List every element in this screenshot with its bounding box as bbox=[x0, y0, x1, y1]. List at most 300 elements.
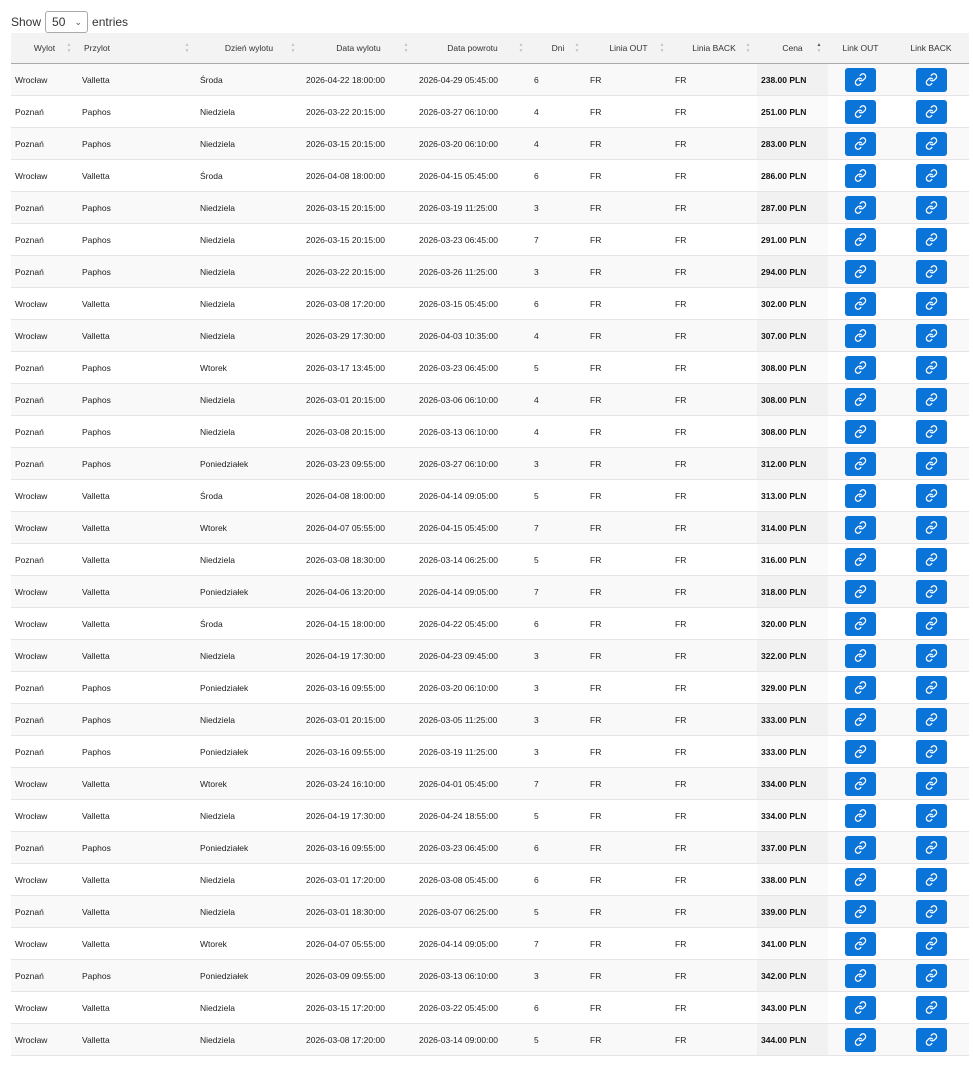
cell-dni: 7 bbox=[530, 512, 586, 544]
cell-wylot: Poznań bbox=[11, 416, 78, 448]
cell-dzien-wylotu: Poniedziałek bbox=[196, 832, 302, 864]
link-back-button[interactable] bbox=[916, 260, 947, 284]
cell-linia-back: FR bbox=[671, 864, 757, 896]
cell-dni: 3 bbox=[530, 256, 586, 288]
cell-przylot: Paphos bbox=[78, 448, 196, 480]
table-row bbox=[11, 928, 969, 960]
link-out-button[interactable] bbox=[845, 324, 876, 348]
cell-data-powrotu: 2026-04-15 05:45:00 bbox=[415, 512, 530, 544]
cell-data-powrotu: 2026-03-13 06:10:00 bbox=[415, 960, 530, 992]
cell-data-wylotu: 2026-03-23 09:55:00 bbox=[302, 448, 415, 480]
cell-przylot: Valletta bbox=[78, 640, 196, 672]
link-icon bbox=[925, 329, 938, 342]
cell-cena: 308.00 PLN bbox=[757, 384, 828, 416]
table-row bbox=[11, 608, 969, 640]
cell-linia-back: FR bbox=[671, 960, 757, 992]
link-back-button[interactable] bbox=[916, 548, 947, 572]
link-back-button[interactable] bbox=[916, 708, 947, 732]
link-out-button[interactable] bbox=[845, 676, 876, 700]
table-row bbox=[11, 512, 969, 544]
cell-data-powrotu: 2026-03-27 06:10:00 bbox=[415, 96, 530, 128]
cell-dzien-wylotu: Poniedziałek bbox=[196, 960, 302, 992]
link-out-button[interactable] bbox=[845, 612, 876, 636]
link-out-button[interactable] bbox=[845, 900, 876, 924]
link-back-cell bbox=[893, 480, 969, 512]
cell-data-wylotu: 2026-04-15 18:00:00 bbox=[302, 608, 415, 640]
link-back-cell bbox=[893, 192, 969, 224]
link-back-button[interactable] bbox=[916, 868, 947, 892]
link-back-button[interactable] bbox=[916, 228, 947, 252]
chevron-down-icon: ⌄ bbox=[74, 16, 83, 27]
cell-wylot: Wrocław bbox=[11, 800, 78, 832]
cell-linia-out: FR bbox=[586, 800, 671, 832]
cell-data-wylotu: 2026-03-08 17:20:00 bbox=[302, 1024, 415, 1056]
cell-linia-out: FR bbox=[586, 64, 671, 96]
cell-cena: 308.00 PLN bbox=[757, 416, 828, 448]
cell-linia-back: FR bbox=[671, 544, 757, 576]
cell-data-wylotu: 2026-03-22 20:15:00 bbox=[302, 256, 415, 288]
link-out-cell bbox=[828, 896, 893, 928]
link-icon bbox=[925, 105, 938, 118]
cell-data-powrotu: 2026-03-14 09:00:00 bbox=[415, 1024, 530, 1056]
cell-dni: 6 bbox=[530, 832, 586, 864]
link-back-button[interactable] bbox=[916, 612, 947, 636]
cell-data-wylotu: 2026-03-15 20:15:00 bbox=[302, 128, 415, 160]
link-out-button[interactable] bbox=[845, 772, 876, 796]
link-back-button[interactable] bbox=[916, 388, 947, 412]
column-header-dni[interactable]: Dni ▲ ▼ bbox=[530, 33, 586, 64]
cell-linia-back: FR bbox=[671, 736, 757, 768]
link-icon bbox=[854, 105, 867, 118]
link-icon bbox=[925, 649, 938, 662]
cell-linia-out: FR bbox=[586, 1024, 671, 1056]
link-icon bbox=[925, 489, 938, 502]
link-back-button[interactable] bbox=[916, 100, 947, 124]
table-row bbox=[11, 544, 969, 576]
entries-select[interactable] bbox=[45, 11, 88, 33]
cell-wylot: Poznań bbox=[11, 704, 78, 736]
link-out-button[interactable] bbox=[845, 868, 876, 892]
cell-wylot: Poznań bbox=[11, 96, 78, 128]
cell-linia-back: FR bbox=[671, 672, 757, 704]
cell-linia-out: FR bbox=[586, 416, 671, 448]
table-row bbox=[11, 256, 969, 288]
link-out-button[interactable] bbox=[845, 1028, 876, 1052]
link-back-button[interactable] bbox=[916, 964, 947, 988]
link-back-button[interactable] bbox=[916, 356, 947, 380]
cell-linia-out: FR bbox=[586, 832, 671, 864]
cell-dni: 5 bbox=[530, 544, 586, 576]
cell-cena: 308.00 PLN bbox=[757, 352, 828, 384]
link-back-button[interactable] bbox=[916, 676, 947, 700]
cell-linia-out: FR bbox=[586, 448, 671, 480]
cell-data-wylotu: 2026-04-07 05:55:00 bbox=[302, 512, 415, 544]
link-out-cell bbox=[828, 416, 893, 448]
link-back-cell bbox=[893, 416, 969, 448]
cell-przylot: Valletta bbox=[78, 576, 196, 608]
cell-przylot: Valletta bbox=[78, 288, 196, 320]
cell-cena: 287.00 PLN bbox=[757, 192, 828, 224]
table-body bbox=[11, 64, 969, 1056]
cell-dni: 7 bbox=[530, 224, 586, 256]
table-row bbox=[11, 96, 969, 128]
sort-arrows-icon: ▲ ▼ bbox=[745, 42, 751, 54]
cell-data-powrotu: 2026-03-15 05:45:00 bbox=[415, 288, 530, 320]
link-back-button[interactable] bbox=[916, 196, 947, 220]
cell-cena: 343.00 PLN bbox=[757, 992, 828, 1024]
table-row bbox=[11, 224, 969, 256]
cell-cena: 316.00 PLN bbox=[757, 544, 828, 576]
cell-linia-back: FR bbox=[671, 768, 757, 800]
cell-linia-out: FR bbox=[586, 288, 671, 320]
cell-dzien-wylotu: Niedziela bbox=[196, 416, 302, 448]
link-out-cell bbox=[828, 224, 893, 256]
table-row bbox=[11, 480, 969, 512]
column-header-przylot[interactable]: Przylot ▲ ▼ bbox=[78, 33, 196, 64]
link-icon bbox=[854, 649, 867, 662]
link-back-cell bbox=[893, 704, 969, 736]
link-back-button[interactable] bbox=[916, 420, 947, 444]
link-out-button[interactable] bbox=[845, 420, 876, 444]
cell-wylot: Poznań bbox=[11, 896, 78, 928]
link-back-button[interactable] bbox=[916, 644, 947, 668]
cell-data-powrotu: 2026-04-15 05:45:00 bbox=[415, 160, 530, 192]
cell-data-powrotu: 2026-04-22 05:45:00 bbox=[415, 608, 530, 640]
cell-data-wylotu: 2026-04-08 18:00:00 bbox=[302, 160, 415, 192]
cell-cena: 314.00 PLN bbox=[757, 512, 828, 544]
link-back-button[interactable] bbox=[916, 804, 947, 828]
cell-dni: 5 bbox=[530, 800, 586, 832]
link-back-button[interactable] bbox=[916, 324, 947, 348]
link-out-button[interactable] bbox=[845, 164, 876, 188]
cell-przylot: Valletta bbox=[78, 64, 196, 96]
table-row bbox=[11, 384, 969, 416]
sort-arrows-icon: ▲ ▼ bbox=[184, 42, 190, 54]
cell-dzien-wylotu: Wtorek bbox=[196, 768, 302, 800]
table-row bbox=[11, 800, 969, 832]
cell-linia-back: FR bbox=[671, 992, 757, 1024]
sort-ascending-icon: ▲ ▼ bbox=[816, 42, 822, 54]
link-back-button[interactable] bbox=[916, 580, 947, 604]
link-out-cell bbox=[828, 448, 893, 480]
link-icon bbox=[925, 393, 938, 406]
cell-linia-back: FR bbox=[671, 416, 757, 448]
link-back-cell bbox=[893, 128, 969, 160]
link-out-cell bbox=[828, 608, 893, 640]
cell-linia-out: FR bbox=[586, 864, 671, 896]
link-icon bbox=[925, 969, 938, 982]
length-menu bbox=[11, 11, 128, 33]
cell-dzien-wylotu: Środa bbox=[196, 608, 302, 640]
link-icon bbox=[854, 297, 867, 310]
cell-cena: 302.00 PLN bbox=[757, 288, 828, 320]
table-row bbox=[11, 736, 969, 768]
link-out-button[interactable] bbox=[845, 740, 876, 764]
cell-dni: 7 bbox=[530, 768, 586, 800]
link-back-cell bbox=[893, 832, 969, 864]
link-out-button[interactable] bbox=[845, 228, 876, 252]
cell-linia-back: FR bbox=[671, 800, 757, 832]
entries-select-value: 50 bbox=[52, 15, 66, 29]
link-out-button[interactable] bbox=[845, 196, 876, 220]
cell-data-powrotu: 2026-03-19 11:25:00 bbox=[415, 192, 530, 224]
link-out-cell bbox=[828, 1024, 893, 1056]
link-out-button[interactable] bbox=[845, 580, 876, 604]
link-back-cell bbox=[893, 768, 969, 800]
cell-data-powrotu: 2026-03-05 11:25:00 bbox=[415, 704, 530, 736]
cell-dni: 3 bbox=[530, 736, 586, 768]
cell-linia-back: FR bbox=[671, 448, 757, 480]
link-out-button[interactable] bbox=[845, 292, 876, 316]
cell-data-powrotu: 2026-03-08 05:45:00 bbox=[415, 864, 530, 896]
cell-linia-back: FR bbox=[671, 384, 757, 416]
cell-przylot: Valletta bbox=[78, 992, 196, 1024]
cell-data-wylotu: 2026-04-19 17:30:00 bbox=[302, 640, 415, 672]
cell-przylot: Valletta bbox=[78, 800, 196, 832]
cell-wylot: Wrocław bbox=[11, 928, 78, 960]
link-out-button[interactable] bbox=[845, 644, 876, 668]
cell-data-wylotu: 2026-03-16 09:55:00 bbox=[302, 672, 415, 704]
cell-data-wylotu: 2026-03-22 20:15:00 bbox=[302, 96, 415, 128]
link-back-cell bbox=[893, 576, 969, 608]
link-back-cell bbox=[893, 64, 969, 96]
cell-data-powrotu: 2026-04-03 10:35:00 bbox=[415, 320, 530, 352]
table-row bbox=[11, 1024, 969, 1056]
link-out-button[interactable] bbox=[845, 516, 876, 540]
cell-dni: 3 bbox=[530, 192, 586, 224]
link-back-button[interactable] bbox=[916, 132, 947, 156]
cell-przylot: Valletta bbox=[78, 608, 196, 640]
link-icon bbox=[854, 489, 867, 502]
cell-linia-back: FR bbox=[671, 704, 757, 736]
link-icon bbox=[854, 73, 867, 86]
link-back-cell bbox=[893, 640, 969, 672]
cell-cena: 344.00 PLN bbox=[757, 1024, 828, 1056]
column-header-wylot[interactable]: Wylot ▲ ▼ bbox=[11, 33, 78, 64]
cell-data-wylotu: 2026-03-08 20:15:00 bbox=[302, 416, 415, 448]
link-out-button[interactable] bbox=[845, 964, 876, 988]
cell-data-wylotu: 2026-03-17 13:45:00 bbox=[302, 352, 415, 384]
link-out-button[interactable] bbox=[845, 996, 876, 1020]
column-header-data-wylotu[interactable]: Data wylotu ▲ ▼ bbox=[302, 33, 415, 64]
link-back-button[interactable] bbox=[916, 932, 947, 956]
link-out-cell bbox=[828, 160, 893, 192]
link-out-button[interactable] bbox=[845, 804, 876, 828]
link-back-cell bbox=[893, 352, 969, 384]
link-out-button[interactable] bbox=[845, 484, 876, 508]
link-back-button[interactable] bbox=[916, 68, 947, 92]
cell-wylot: Poznań bbox=[11, 384, 78, 416]
cell-dzien-wylotu: Niedziela bbox=[196, 192, 302, 224]
link-back-button[interactable] bbox=[916, 740, 947, 764]
cell-linia-out: FR bbox=[586, 672, 671, 704]
link-icon bbox=[925, 233, 938, 246]
cell-przylot: Paphos bbox=[78, 256, 196, 288]
cell-przylot: Valletta bbox=[78, 928, 196, 960]
link-back-cell bbox=[893, 96, 969, 128]
cell-linia-back: FR bbox=[671, 192, 757, 224]
link-out-button[interactable] bbox=[845, 356, 876, 380]
cell-dzien-wylotu: Niedziela bbox=[196, 288, 302, 320]
link-out-cell bbox=[828, 384, 893, 416]
cell-dzien-wylotu: Niedziela bbox=[196, 992, 302, 1024]
link-back-button[interactable] bbox=[916, 900, 947, 924]
cell-data-wylotu: 2026-03-29 17:30:00 bbox=[302, 320, 415, 352]
cell-wylot: Poznań bbox=[11, 224, 78, 256]
cell-dzien-wylotu: Niedziela bbox=[196, 128, 302, 160]
link-icon bbox=[854, 809, 867, 822]
cell-cena: 341.00 PLN bbox=[757, 928, 828, 960]
link-back-cell bbox=[893, 448, 969, 480]
cell-linia-back: FR bbox=[671, 608, 757, 640]
cell-data-wylotu: 2026-03-16 09:55:00 bbox=[302, 736, 415, 768]
link-back-button[interactable] bbox=[916, 772, 947, 796]
link-icon bbox=[925, 713, 938, 726]
cell-wylot: Poznań bbox=[11, 352, 78, 384]
link-out-cell bbox=[828, 992, 893, 1024]
cell-wylot: Wrocław bbox=[11, 640, 78, 672]
cell-linia-out: FR bbox=[586, 192, 671, 224]
cell-wylot: Wrocław bbox=[11, 512, 78, 544]
link-icon bbox=[925, 265, 938, 278]
cell-dni: 5 bbox=[530, 1024, 586, 1056]
cell-data-wylotu: 2026-03-01 20:15:00 bbox=[302, 384, 415, 416]
sort-arrows-icon: ▲ ▼ bbox=[290, 42, 296, 54]
cell-data-powrotu: 2026-03-23 06:45:00 bbox=[415, 224, 530, 256]
cell-linia-back: FR bbox=[671, 64, 757, 96]
link-icon bbox=[925, 521, 938, 534]
cell-dzien-wylotu: Poniedziałek bbox=[196, 448, 302, 480]
link-back-button[interactable] bbox=[916, 836, 947, 860]
column-header-cena[interactable]: Cena ▲ ▼ bbox=[757, 33, 828, 64]
cell-wylot: Wrocław bbox=[11, 576, 78, 608]
cell-linia-out: FR bbox=[586, 384, 671, 416]
link-icon bbox=[925, 841, 938, 854]
link-icon bbox=[925, 1033, 938, 1046]
link-out-button[interactable] bbox=[845, 452, 876, 476]
link-icon bbox=[854, 265, 867, 278]
cell-dzien-wylotu: Niedziela bbox=[196, 544, 302, 576]
link-back-cell bbox=[893, 384, 969, 416]
cell-dni: 3 bbox=[530, 704, 586, 736]
cell-linia-out: FR bbox=[586, 896, 671, 928]
cell-wylot: Poznań bbox=[11, 256, 78, 288]
link-icon bbox=[925, 1001, 938, 1014]
link-back-button[interactable] bbox=[916, 292, 947, 316]
cell-dzien-wylotu: Niedziela bbox=[196, 320, 302, 352]
cell-dni: 5 bbox=[530, 352, 586, 384]
link-out-button[interactable] bbox=[845, 100, 876, 124]
link-icon bbox=[854, 553, 867, 566]
cell-cena: 320.00 PLN bbox=[757, 608, 828, 640]
table-row bbox=[11, 704, 969, 736]
link-icon bbox=[925, 809, 938, 822]
cell-wylot: Poznań bbox=[11, 736, 78, 768]
cell-przylot: Paphos bbox=[78, 672, 196, 704]
cell-cena: 318.00 PLN bbox=[757, 576, 828, 608]
cell-data-powrotu: 2026-03-14 06:25:00 bbox=[415, 544, 530, 576]
cell-linia-back: FR bbox=[671, 928, 757, 960]
table-row bbox=[11, 864, 969, 896]
link-out-button[interactable] bbox=[845, 260, 876, 284]
link-back-button[interactable] bbox=[916, 452, 947, 476]
cell-cena: 286.00 PLN bbox=[757, 160, 828, 192]
link-out-button[interactable] bbox=[845, 932, 876, 956]
link-icon bbox=[854, 457, 867, 470]
cell-dzien-wylotu: Środa bbox=[196, 480, 302, 512]
link-back-button[interactable] bbox=[916, 516, 947, 540]
link-out-button[interactable] bbox=[845, 708, 876, 732]
link-out-button[interactable] bbox=[845, 836, 876, 860]
cell-data-wylotu: 2026-04-19 17:30:00 bbox=[302, 800, 415, 832]
column-header-linia-out[interactable]: Linia OUT ▲ ▼ bbox=[586, 33, 671, 64]
cell-przylot: Paphos bbox=[78, 352, 196, 384]
cell-data-powrotu: 2026-03-06 06:10:00 bbox=[415, 384, 530, 416]
cell-data-powrotu: 2026-03-23 06:45:00 bbox=[415, 832, 530, 864]
table-row bbox=[11, 352, 969, 384]
cell-wylot: Wrocław bbox=[11, 768, 78, 800]
cell-data-powrotu: 2026-04-14 09:05:00 bbox=[415, 480, 530, 512]
cell-dni: 4 bbox=[530, 320, 586, 352]
cell-dni: 5 bbox=[530, 480, 586, 512]
link-back-cell bbox=[893, 160, 969, 192]
link-back-cell bbox=[893, 512, 969, 544]
cell-przylot: Valletta bbox=[78, 1024, 196, 1056]
column-header-linia-back[interactable]: Linia BACK ▲ ▼ bbox=[671, 33, 757, 64]
link-out-cell bbox=[828, 192, 893, 224]
link-out-button[interactable] bbox=[845, 68, 876, 92]
link-icon bbox=[854, 777, 867, 790]
cell-wylot: Wrocław bbox=[11, 608, 78, 640]
link-icon bbox=[925, 297, 938, 310]
link-icon bbox=[854, 681, 867, 694]
cell-linia-back: FR bbox=[671, 128, 757, 160]
table-row bbox=[11, 416, 969, 448]
cell-cena: 333.00 PLN bbox=[757, 736, 828, 768]
cell-wylot: Wrocław bbox=[11, 480, 78, 512]
table-row bbox=[11, 768, 969, 800]
link-icon bbox=[854, 713, 867, 726]
link-back-cell bbox=[893, 896, 969, 928]
link-back-button[interactable] bbox=[916, 164, 947, 188]
cell-wylot: Wrocław bbox=[11, 320, 78, 352]
link-icon bbox=[854, 937, 867, 950]
column-header-dzien-wylotu[interactable]: Dzień wylotu ▲ ▼ bbox=[196, 33, 302, 64]
link-out-button[interactable] bbox=[845, 132, 876, 156]
link-back-button[interactable] bbox=[916, 996, 947, 1020]
cell-cena: 342.00 PLN bbox=[757, 960, 828, 992]
cell-dni: 3 bbox=[530, 448, 586, 480]
link-back-cell bbox=[893, 928, 969, 960]
link-out-button[interactable] bbox=[845, 388, 876, 412]
cell-wylot: Poznań bbox=[11, 832, 78, 864]
cell-wylot: Poznań bbox=[11, 192, 78, 224]
cell-linia-out: FR bbox=[586, 768, 671, 800]
link-icon bbox=[925, 585, 938, 598]
cell-wylot: Wrocław bbox=[11, 288, 78, 320]
link-back-button[interactable] bbox=[916, 484, 947, 508]
link-icon bbox=[854, 393, 867, 406]
cell-linia-back: FR bbox=[671, 288, 757, 320]
link-back-button[interactable] bbox=[916, 1028, 947, 1052]
column-header-data-powrotu[interactable]: Data powrotu ▲ ▼ bbox=[415, 33, 530, 64]
cell-linia-back: FR bbox=[671, 256, 757, 288]
link-out-button[interactable] bbox=[845, 548, 876, 572]
cell-przylot: Valletta bbox=[78, 512, 196, 544]
cell-dni: 6 bbox=[530, 64, 586, 96]
cell-linia-back: FR bbox=[671, 512, 757, 544]
cell-dni: 3 bbox=[530, 672, 586, 704]
